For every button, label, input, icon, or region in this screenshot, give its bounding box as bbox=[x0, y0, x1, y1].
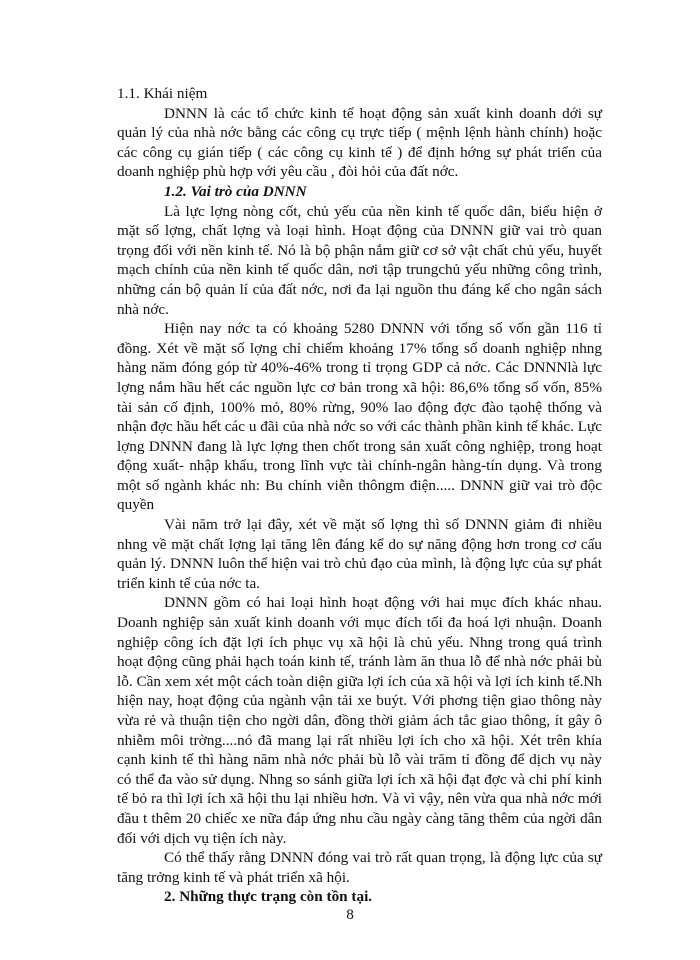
section-heading-1-1: 1.1. Khái niệm bbox=[117, 85, 208, 102]
page-number: 8 bbox=[346, 906, 354, 923]
paragraph-definition: DNNN là các tổ chức kinh tế hoạt động sản xuất kinh doanh dới sự quản lý của nhà nớc bằng các công cụ trực tiếp ( mệnh lệnh hành chính) hoặc các công cụ gián tiếp ( các công cụ kinh tế ) để định hớng sự phát triển của doanh nghiệp phù hợp với yêu cầu , đòi hỏi của đất nớc. bbox=[117, 104, 602, 181]
paragraph-role-5: Có thể thấy rằng DNNN đóng vai trò rất quan trọng, là động lực của sự tăng trởng kinh tế và phát triển xã hội. bbox=[117, 849, 602, 886]
section-heading-2: 2. Những thực trạng còn tồn tại. bbox=[164, 888, 373, 906]
paragraph-role-3: Vài năm trở lại đây, xét về mặt số lợng thì số DNNN giảm đi nhiều nhng về mặt chất lợng lại tăng lên đáng kể do sự năng động hơn trong cơ cấu quản lý. DNNN luôn thể hiện vai trò chủ đạo của mình, là động lực của sự phát triển kinh tế của nớc ta. bbox=[117, 516, 602, 592]
paragraph-role-1: Là lực lợng nòng cốt, chủ yếu của nền kinh tế quốc dân, biểu hiện ở mặt số lợng, chất lợng và loại hình. Hoạt động của DNNN giữ vai trò quan trọng đối với nền kinh tế. Nó là bộ phận nắm giữ cơ sở vật chất chủ yếu, huyết mạch chính của nền kinh tế quốc dân, nơi tập trungchủ yếu những công trình, những cán bộ quản lí của đất nớc, nơi đa lại nguồn thu đáng kể cho ngân sách nhà nớc. bbox=[117, 202, 602, 318]
document-body bbox=[117, 84, 602, 907]
paragraph-role-4: DNNN gồm có hai loại hình hoạt động với hai mục đích khác nhau. Doanh nghiệp sản xuất kinh doanh với mục đích tối đa hoá lợi nhuận. Doanh nghiệp công ích đặt lợi ích phục vụ xã hội là chủ yếu. Nhng trong quá trình hoạt động cũng phải hạch toán kinh tế, tránh làm ăn thua lỗ để nhà nớc phải bù lỗ. Cần xem xét một cách toàn diện giữa lợi ích của xã hội và lợi ích kinh tế.Nh hiện nay, hoạt động của ngành vận tải xe buýt. Với phơng tiện giao thông này vừa rẻ và thuận tiện cho ngời dân, đồng thời giảm ách tắc giao thông, ít gây ô nhiễm môi trờng....nó đã mang lại rất nhiều lợi ích cho xã hội. Xét trên khía cạnh kinh tế thì hàng năm nhà nớc phải bù lỗ vài trăm tỉ đồng để dịch vụ này có thể đa vào sử dụng. Nhng so sánh giữa lợi ích xã hội đạt đợc và chi phí kinh tế bỏ ra thì lợi ích xã hội thu lại nhiều hơn. Và vì vậy, nên vừa qua nhà nớc mới đầu t thêm 20 chiếc xe nữa đáp ứng nhu cầu ngày càng tăng thêm của ngời dân đối với dịch vụ tiện ích này. bbox=[117, 594, 602, 847]
section-heading-1-2: 1.2. Vai trò của DNNN bbox=[164, 182, 307, 200]
paragraph-role-2: Hiện nay nớc ta có khoảng 5280 DNNN với tổng số vốn gần 116 tỉ đồng. Xét về mặt số lợng chỉ chiếm khoảng 17% tổng số doanh nghiệp nhng hàng năm đóng góp từ 40%-46% trong tỉ trọng GDP cả nớc. Các DNNNlà lực lợng nắm hầu hết các nguồn lực cơ bản trong xã hội: 86,6% tổng số vốn, 85% tài sản cố định, 100% mỏ, 80% rừng, 90% lao động đợc đào tạohệ thống và nhận đợc hầu hết các u đãi của nhà nớc so với các thành phần kinh tế khác. Lực lợng DNNN đang là lực lợng then chốt trong sản xuất công nghiệp, trong hoạt động xuất- nhập khẩu, trong lĩnh vực tài chính-ngân hàng-tín dụng. Và trong một số ngành khác nh: Bu chính viễn thôngm điện..... DNNN giữ vai trò độc quyền bbox=[117, 320, 602, 514]
